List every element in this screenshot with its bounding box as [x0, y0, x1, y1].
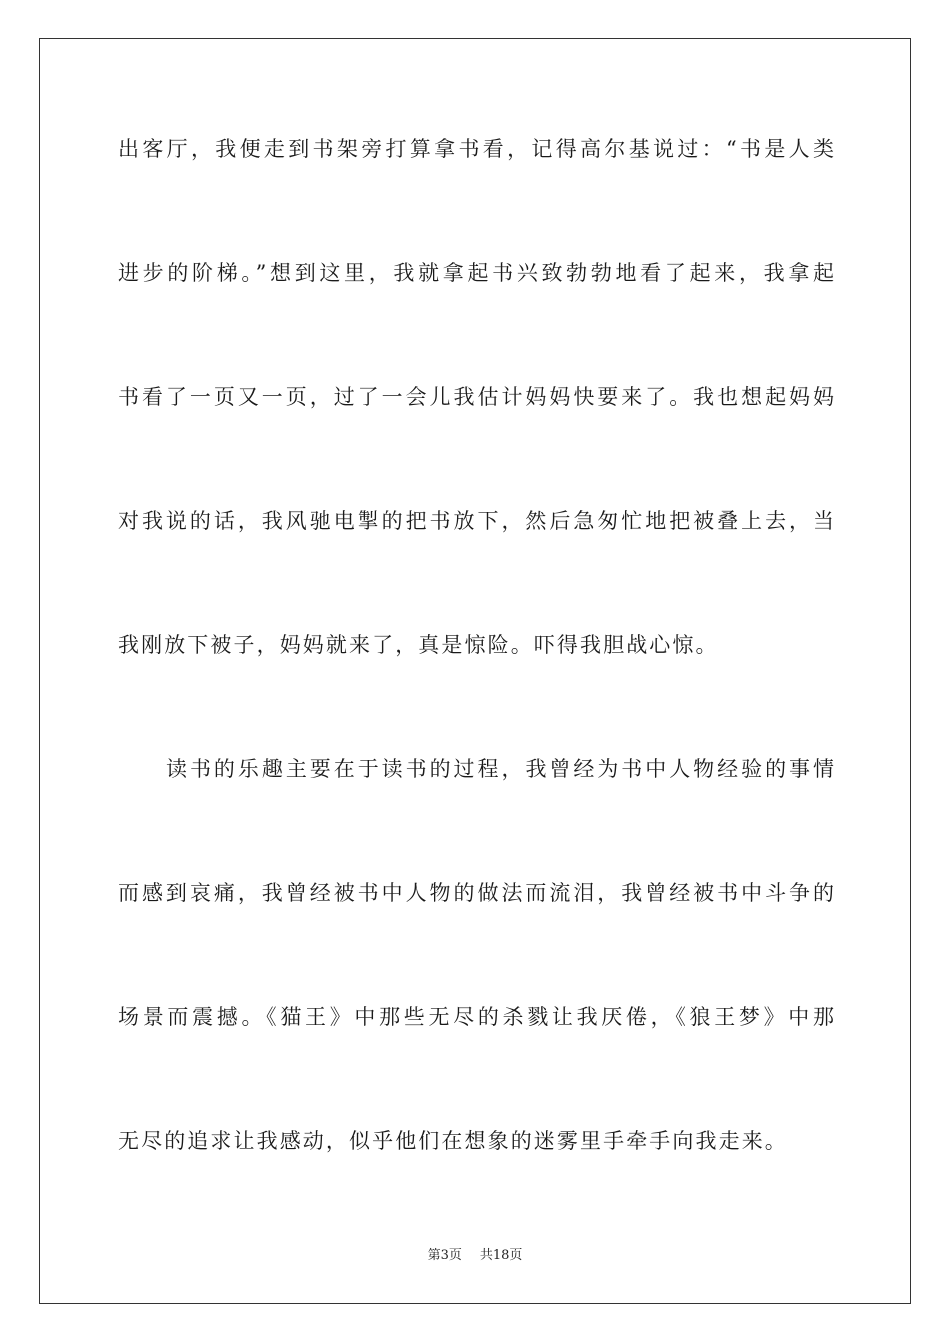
text-line-2: 进步的阶梯。”想到这里，我就拿起书兴致勃勃地看了起来，我拿起: [118, 261, 834, 285]
text-line-9: 无尽的追求让我感动，似乎他们在想象的迷雾里手牵手向我走来。: [118, 1129, 788, 1153]
page-total: 共18页: [479, 1248, 523, 1263]
text-line-1: 出客厅，我便走到书架旁打算拿书看，记得高尔基说过：“书是人类: [118, 137, 834, 161]
text-line-8: 场景而震撼。《猫王》中那些无尽的杀戮让我厌倦，《狼王梦》中那: [118, 1005, 834, 1029]
body-text: [118, 118, 834, 1234]
text-line-4: 对我说的话，我风驰电掣的把书放下，然后急匆忙地把被叠上去，当: [118, 509, 834, 533]
text-line-5: 我刚放下被子，妈妈就来了，真是惊险。吓得我胆战心惊。: [118, 633, 719, 657]
text-line-3: 书看了一页又一页，过了一会儿我估计妈妈快要来了。我也想起妈妈: [118, 385, 834, 409]
page-number: 第3页: [427, 1248, 462, 1263]
text-line-6: 读书的乐趣主要在于读书的过程，我曾经为书中人物经验的事情: [166, 757, 834, 781]
page-footer: [0, 1244, 950, 1263]
text-line-7: 而感到哀痛，我曾经被书中人物的做法而流泪，我曾经被书中斗争的: [118, 881, 834, 905]
